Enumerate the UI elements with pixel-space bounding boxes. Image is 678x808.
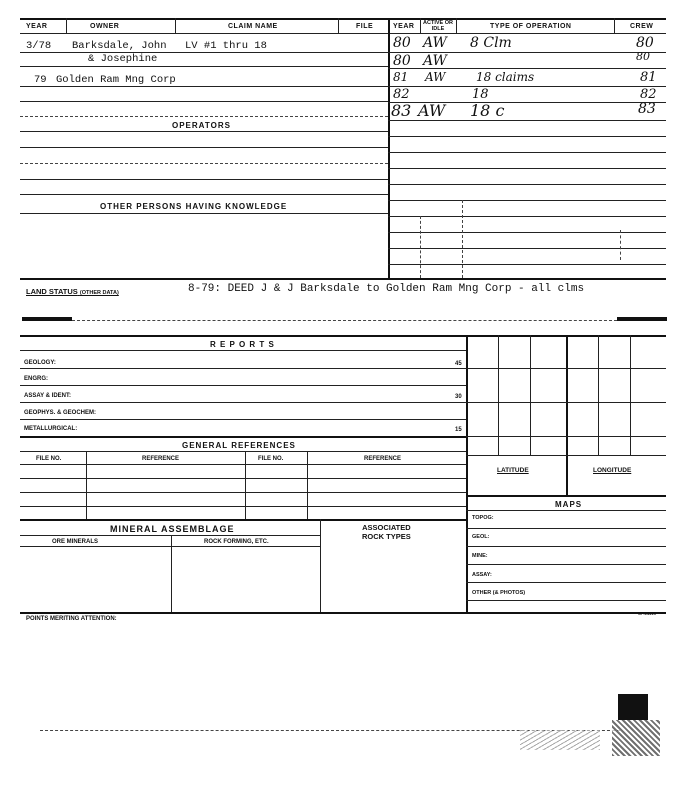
longitude-label: LONGITUDE	[593, 467, 632, 474]
ops-row-type: 18 c	[470, 101, 505, 120]
report-geology-label: GEOLOGY:	[24, 360, 56, 366]
ops-row-type: 18	[472, 87, 489, 102]
ops-row-crew: 83	[638, 101, 656, 117]
rock-forming-label: ROCK FORMING, ETC.	[204, 539, 269, 545]
ops-row-crew: 80	[636, 35, 654, 51]
owner-row-claim: LV #1 thru 18	[185, 40, 267, 52]
maps-mine: MINE:	[472, 553, 488, 559]
maps-assay: ASSAY:	[472, 572, 492, 578]
ref-header-reference: REFERENCE	[142, 456, 180, 462]
report-metallurgical-label: METALLURGICAL:	[24, 426, 78, 432]
mineral-assemblage-title: MINERAL ASSEMBLAGE	[110, 524, 235, 534]
ops-row-active: AW	[423, 53, 447, 69]
points-meriting-attention: POINTS MERITING ATTENTION:	[26, 616, 117, 622]
maps-geol: GEOL:	[472, 534, 490, 540]
owner-row-year: 3/78	[26, 40, 52, 52]
ops-row-type: 8 Clm	[470, 35, 512, 51]
operators-label: OPERATORS	[172, 121, 231, 130]
ops-row-year: 82	[393, 87, 410, 102]
scan-noise	[520, 730, 600, 750]
other-persons-label: OTHER PERSONS HAVING KNOWLEDGE	[100, 202, 288, 211]
header-type-of-operation: TYPE OF OPERATION	[490, 23, 572, 30]
scan-noise	[612, 720, 660, 756]
header-year: YEAR	[26, 23, 48, 30]
ops-row-crew: 80	[636, 50, 650, 63]
ops-row-year: 80	[393, 53, 411, 69]
owner-row-owner: & Josephine	[88, 53, 158, 65]
form-number: SP-14415	[638, 611, 656, 616]
header-crew: CREW	[630, 23, 654, 30]
report-assay-num: 30	[455, 394, 462, 400]
report-assay-label: ASSAY & IDENT:	[24, 393, 72, 399]
report-geology-num: 45	[455, 361, 462, 367]
header-claim-name: CLAIM NAME	[228, 23, 278, 30]
ops-row-crew: 81	[640, 70, 657, 85]
header-active-idle: ACTIVE OR IDLE	[423, 20, 453, 32]
ops-row-active: AW	[418, 101, 446, 120]
maps-topog: TOPOG:	[472, 515, 494, 521]
ops-row-active: AW	[423, 35, 447, 51]
ore-minerals-label: ORE MINERALS	[52, 539, 99, 545]
owner-row-owner: Barksdale, John	[72, 40, 167, 52]
general-references-title: GENERAL REFERENCES	[182, 441, 296, 450]
associated-rock-types: ASSOCIATED ROCK TYPES	[362, 523, 411, 541]
scan-blot	[618, 694, 648, 720]
ops-row-year: 83	[391, 101, 412, 120]
ops-row-year: 80	[393, 35, 411, 51]
maps-title: MAPS	[555, 500, 583, 509]
report-metallurgical-num: 15	[455, 427, 462, 433]
ops-row-crew: 82	[640, 87, 657, 102]
ops-row-year: 81	[393, 70, 409, 84]
land-status-label: LAND STATUS (OTHER DATA)	[26, 287, 119, 296]
report-geophys-label: GEOPHYS. & GEOCHEM:	[24, 410, 97, 416]
report-engrg-label: ENGRG:	[24, 376, 48, 382]
maps-other: OTHER (& PHOTOS)	[472, 590, 526, 596]
ops-row-type: 18 claims	[476, 70, 535, 84]
ref-header-reference-2: REFERENCE	[364, 456, 402, 462]
ref-header-file-no-2: FILE NO.	[258, 456, 284, 462]
latitude-label: LATITUDE	[497, 467, 529, 474]
ref-header-file-no: FILE NO.	[36, 456, 62, 462]
owner-row-year: 79	[34, 74, 47, 86]
reports-title: R E P O R T S	[210, 340, 275, 349]
land-status-text: 8-79: DEED J & J Barksdale to Golden Ram Mng Corp - all clms	[188, 283, 585, 295]
header-year-ops: YEAR	[393, 23, 415, 30]
header-owner: OWNER	[90, 23, 120, 30]
ops-row-active: AW	[425, 70, 446, 84]
owner-row-owner: Golden Ram Mng Corp	[56, 74, 176, 86]
header-file: FILE	[356, 23, 374, 30]
